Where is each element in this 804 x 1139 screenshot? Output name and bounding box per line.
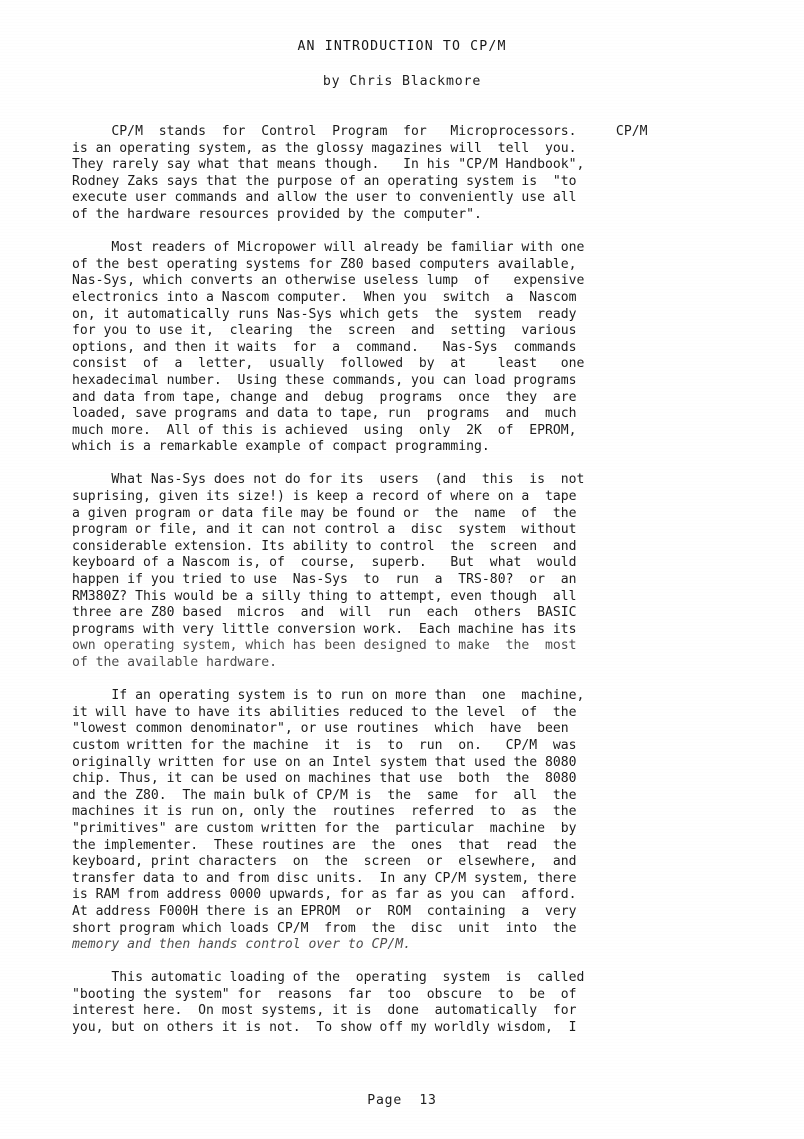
text-line: suprising, given its size!) is keep a record of where on a tape bbox=[72, 489, 577, 505]
text-line: What Nas-Sys does not do for its users (and this is not bbox=[72, 472, 585, 488]
text-line: is RAM from address 0000 upwards, for as far as you can afford. bbox=[72, 887, 577, 903]
text-line: Nas-Sys, which converts an otherwise useless lump of expensive bbox=[72, 273, 585, 289]
paragraph-2 bbox=[72, 240, 734, 456]
page-title: AN INTRODUCTION TO CP/M bbox=[297, 39, 507, 54]
text-line: At address F000H there is an EPROM or ROM containing a very bbox=[72, 903, 577, 919]
text-line: If an operating system is to run on more than one machine, bbox=[72, 688, 585, 704]
text-line: short program which loads CP/M from the disc unit into the bbox=[72, 920, 577, 936]
text-line: happen if you tried to use Nas-Sys to run a TRS-80? or an bbox=[72, 572, 577, 588]
text-line: originally written for use on an Intel system that used the 8080 bbox=[72, 754, 577, 770]
text-line: "lowest common denominator", or use routines which have been bbox=[72, 721, 569, 737]
text-line: keyboard, print characters on the screen or elsewhere, and bbox=[72, 854, 577, 870]
text-line: a given program or data file may be found or the name of the bbox=[72, 505, 577, 521]
text-line: They rarely say what that means though. In his "CP/M Handbook", bbox=[72, 157, 585, 173]
text-line: Most readers of Micropower will already be familiar with one bbox=[72, 240, 585, 256]
text-line: programs with very little conversion work. Each machine has its bbox=[72, 621, 577, 637]
text-line: "primitives" are custom written for the particular machine by bbox=[72, 820, 577, 836]
page-number-label: Page 13 bbox=[367, 1093, 437, 1108]
page-footer bbox=[0, 1089, 804, 1108]
text-line: interest here. On most systems, it is done automatically for bbox=[72, 1003, 577, 1019]
text-line: for you to use it, clearing the screen and setting various bbox=[72, 323, 577, 339]
text-line: chip. Thus, it can be used on machines that use both the 8080 bbox=[72, 771, 577, 787]
text-line: "booting the system" for reasons far too obscure to be of bbox=[72, 986, 577, 1002]
text-line: memory and then hands control over to CP/M. bbox=[72, 937, 411, 953]
author-byline: by Chris Blackmore bbox=[322, 74, 482, 89]
article-body bbox=[72, 124, 734, 1053]
text-line: the implementer. These routines are the ones that read the bbox=[72, 837, 577, 853]
text-line: consist of a letter, usually followed by at least one bbox=[72, 356, 585, 372]
text-line: it will have to have its abilities reduced to the level of the bbox=[72, 704, 577, 720]
text-line: custom written for the machine it is to run on. CP/M was bbox=[72, 737, 577, 753]
paragraph-5 bbox=[72, 970, 734, 1036]
text-line: program or file, and it can not control a disc system without bbox=[72, 522, 577, 538]
text-line: electronics into a Nascom computer. When you switch a Nascom bbox=[72, 289, 577, 305]
text-line: three are Z80 based micros and will run each others BASIC bbox=[72, 605, 577, 621]
text-line: on, it automatically runs Nas-Sys which gets the system ready bbox=[72, 306, 577, 322]
text-line: of the hardware resources provided by the computer". bbox=[72, 206, 482, 222]
text-line: considerable extension. Its ability to control the screen and bbox=[72, 538, 577, 554]
paragraph-4 bbox=[72, 688, 734, 954]
text-line: of the best operating systems for Z80 based computers available, bbox=[72, 256, 577, 272]
text-line: This automatic loading of the operating system is called bbox=[72, 970, 585, 986]
text-line: RM380Z? This would be a silly thing to attempt, even though all bbox=[72, 588, 577, 604]
text-line: own operating system, which has been designed to make the most bbox=[72, 638, 577, 654]
text-line: of the available hardware. bbox=[72, 655, 277, 670]
text-line: loaded, save programs and data to tape, run programs and much bbox=[72, 406, 577, 422]
text-line: which is a remarkable example of compact programming. bbox=[72, 439, 490, 455]
text-line: and data from tape, change and debug programs once they are bbox=[72, 389, 577, 405]
text-line: Rodney Zaks says that the purpose of an operating system is "to bbox=[72, 173, 577, 189]
text-line: machines it is run on, only the routines referred to as the bbox=[72, 804, 577, 820]
text-line: you, but on others it is not. To show off my worldly wisdom, I bbox=[72, 1020, 577, 1036]
text-line: execute user commands and allow the user to conveniently use all bbox=[72, 190, 577, 206]
text-run-plain: and the Z80. bbox=[72, 787, 183, 803]
text-line: much more. All of this is achieved using only 2K of EPROM, bbox=[72, 422, 577, 438]
paragraph-1 bbox=[72, 124, 734, 224]
text-run-italic: The main bulk of CP/M is the same for all the bbox=[182, 787, 577, 803]
text-line: transfer data to and from disc units. In any CP/M system, there bbox=[72, 870, 577, 886]
document-header bbox=[0, 38, 804, 90]
text-line: is an operating system, as the glossy magazines will tell you. bbox=[72, 140, 577, 156]
text-line: CP/M stands for Control Program for Microprocessors. CP/M bbox=[72, 124, 648, 139]
text-line-mixed bbox=[72, 788, 734, 805]
text-line: options, and then it waits for a command. Nas-Sys commands bbox=[72, 339, 577, 355]
text-line: keyboard of a Nascom is, of course, superb. But what would bbox=[72, 555, 577, 571]
paragraph-3 bbox=[72, 472, 734, 671]
text-line: hexadecimal number. Using these commands, you can load programs bbox=[72, 372, 577, 388]
